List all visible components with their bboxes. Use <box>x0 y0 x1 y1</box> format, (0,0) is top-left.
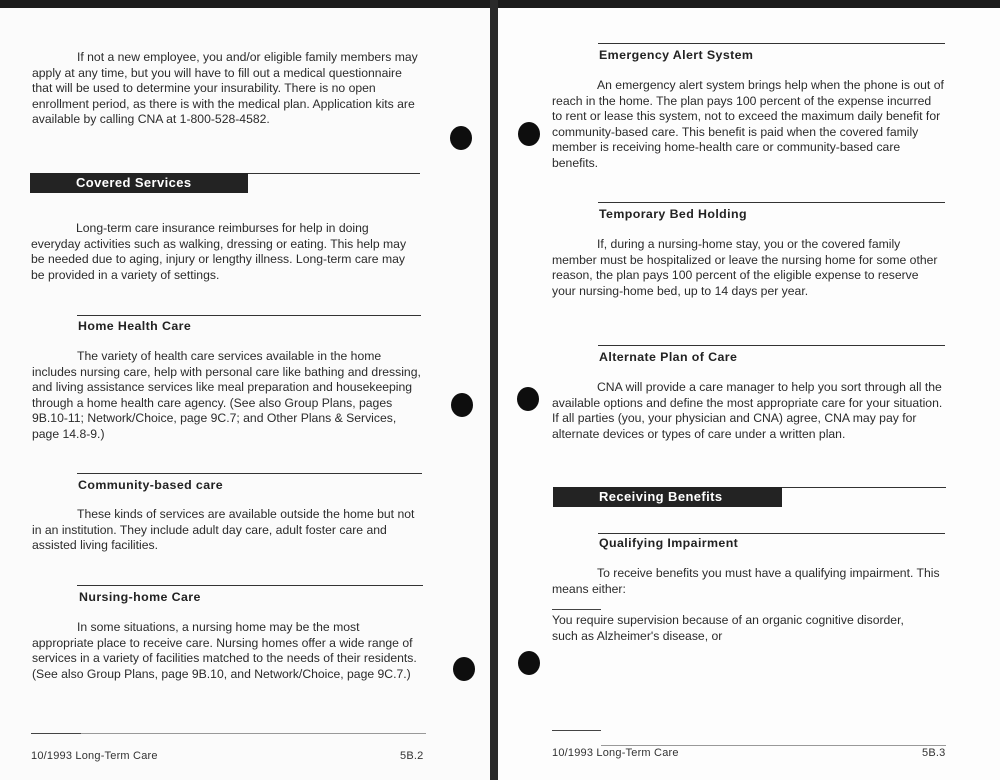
footer-short-rule <box>31 733 81 734</box>
covered-services-rule <box>248 173 420 174</box>
qualifying-paragraph: To receive benefits you must have a qualifying impairment. This means either: <box>552 566 940 596</box>
left-page <box>0 8 490 780</box>
binder-hole-icon <box>517 387 539 411</box>
home-health-paragraph: The variety of health care services available in the home includes nursing care, help with personal care like bathing and dressing, and living assistance services like meal preparation and housekeeping through a home health care agency. (See also Group Plans, pages 9B.10-11; Network/Choice, page 9C.7; and Other Plans & Services, page 14.8-9.) <box>32 349 421 441</box>
right-page <box>498 8 1000 780</box>
emergency-rule <box>598 43 945 44</box>
alternate-title: Alternate Plan of Care <box>599 350 738 364</box>
binder-hole-icon <box>451 393 473 417</box>
home-health-rule <box>77 315 421 316</box>
home-health-title: Home Health Care <box>78 319 192 333</box>
alternate-paragraph: CNA will provide a care manager to help you sort through all the available options and define the most appropriate care for your situation. If all parties (you, your physician and CNA) agree, CNA may pay for alternate devices or types of care under a written plan. <box>552 380 943 441</box>
intro-paragraph: If not a new employee, you and/or eligible family members may apply at any time, but you will have to fill out a medical questionnaire that will be used to determine your insurability. There is no open enrollment period, as there is with the medical plan. Application kits are available by calling CNA at 1-800-528-4582. <box>32 50 418 127</box>
footer-short-rule <box>552 730 601 731</box>
receiving-benefits-rule <box>782 487 946 488</box>
covered-services-paragraph: Long-term care insurance reimburses for help in doing everyday activities such as walking, dressing or eating. This help may be needed due to aging, injury or lengthy illness. Long-term care may be provided in a variety of settings. <box>31 221 407 282</box>
scan-top-edge <box>0 0 1000 8</box>
alternate-rule <box>598 345 945 346</box>
binder-hole-icon <box>453 657 475 681</box>
qualifying-list-item: You require supervision because of an organic cognitive disorder, such as Alzheimer's disease, or <box>552 613 904 643</box>
community-rule <box>77 473 422 474</box>
footer-left: 10/1993 Long-Term Care <box>31 750 158 762</box>
page-number: 5B.3 <box>922 747 946 759</box>
nursing-home-paragraph: In some situations, a nursing home may be the most appropriate place to receive care. Nursing homes offer a wide range of services in a variety of facilities matched to the needs of their residents. (See also Group Plans, page 9B.10, and Network/Choice, page 9C.7.) <box>32 620 417 681</box>
qualifying-title: Qualifying Impairment <box>599 536 739 550</box>
nursing-home-title: Nursing-home Care <box>79 590 201 604</box>
nursing-home-rule <box>77 585 423 586</box>
emergency-title: Emergency Alert System <box>599 48 754 62</box>
binder-hole-icon <box>518 122 540 146</box>
receiving-benefits-heading: Receiving Benefits <box>553 487 782 507</box>
binder-hole-icon <box>518 651 540 675</box>
bed-holding-paragraph: If, during a nursing-home stay, you or the covered family member must be hospitalized or leave the nursing home for some other reason, the plan pays 100 percent of the eligible expense to reserve your nursing-home bed, up to 14 days per year. <box>552 237 938 298</box>
footer-rule <box>81 733 426 734</box>
community-paragraph: These kinds of services are available outside the home but not in an institution. They include adult day care, adult foster care and assisted living facilities. <box>32 507 415 553</box>
list-item-rule <box>552 609 601 610</box>
footer-left: 10/1993 Long-Term Care <box>552 747 679 759</box>
covered-services-heading: Covered Services <box>30 173 248 193</box>
footer-rule <box>601 745 946 746</box>
bed-holding-rule <box>598 202 945 203</box>
bed-holding-title: Temporary Bed Holding <box>599 207 747 221</box>
community-title: Community-based care <box>78 478 224 492</box>
binder-hole-icon <box>450 126 472 150</box>
emergency-paragraph: An emergency alert system brings help when the phone is out of reach in the home. The plan pays 100 percent of the expense incurred to rent or lease this system, not to exceed the maximum daily benefit for community-based care. This benefit is paid when the covered family member is receiving home-health care or community-based care benefits. <box>552 78 944 170</box>
qualifying-rule <box>598 533 945 534</box>
page-number: 5B.2 <box>400 750 424 762</box>
book-gutter <box>490 0 498 780</box>
